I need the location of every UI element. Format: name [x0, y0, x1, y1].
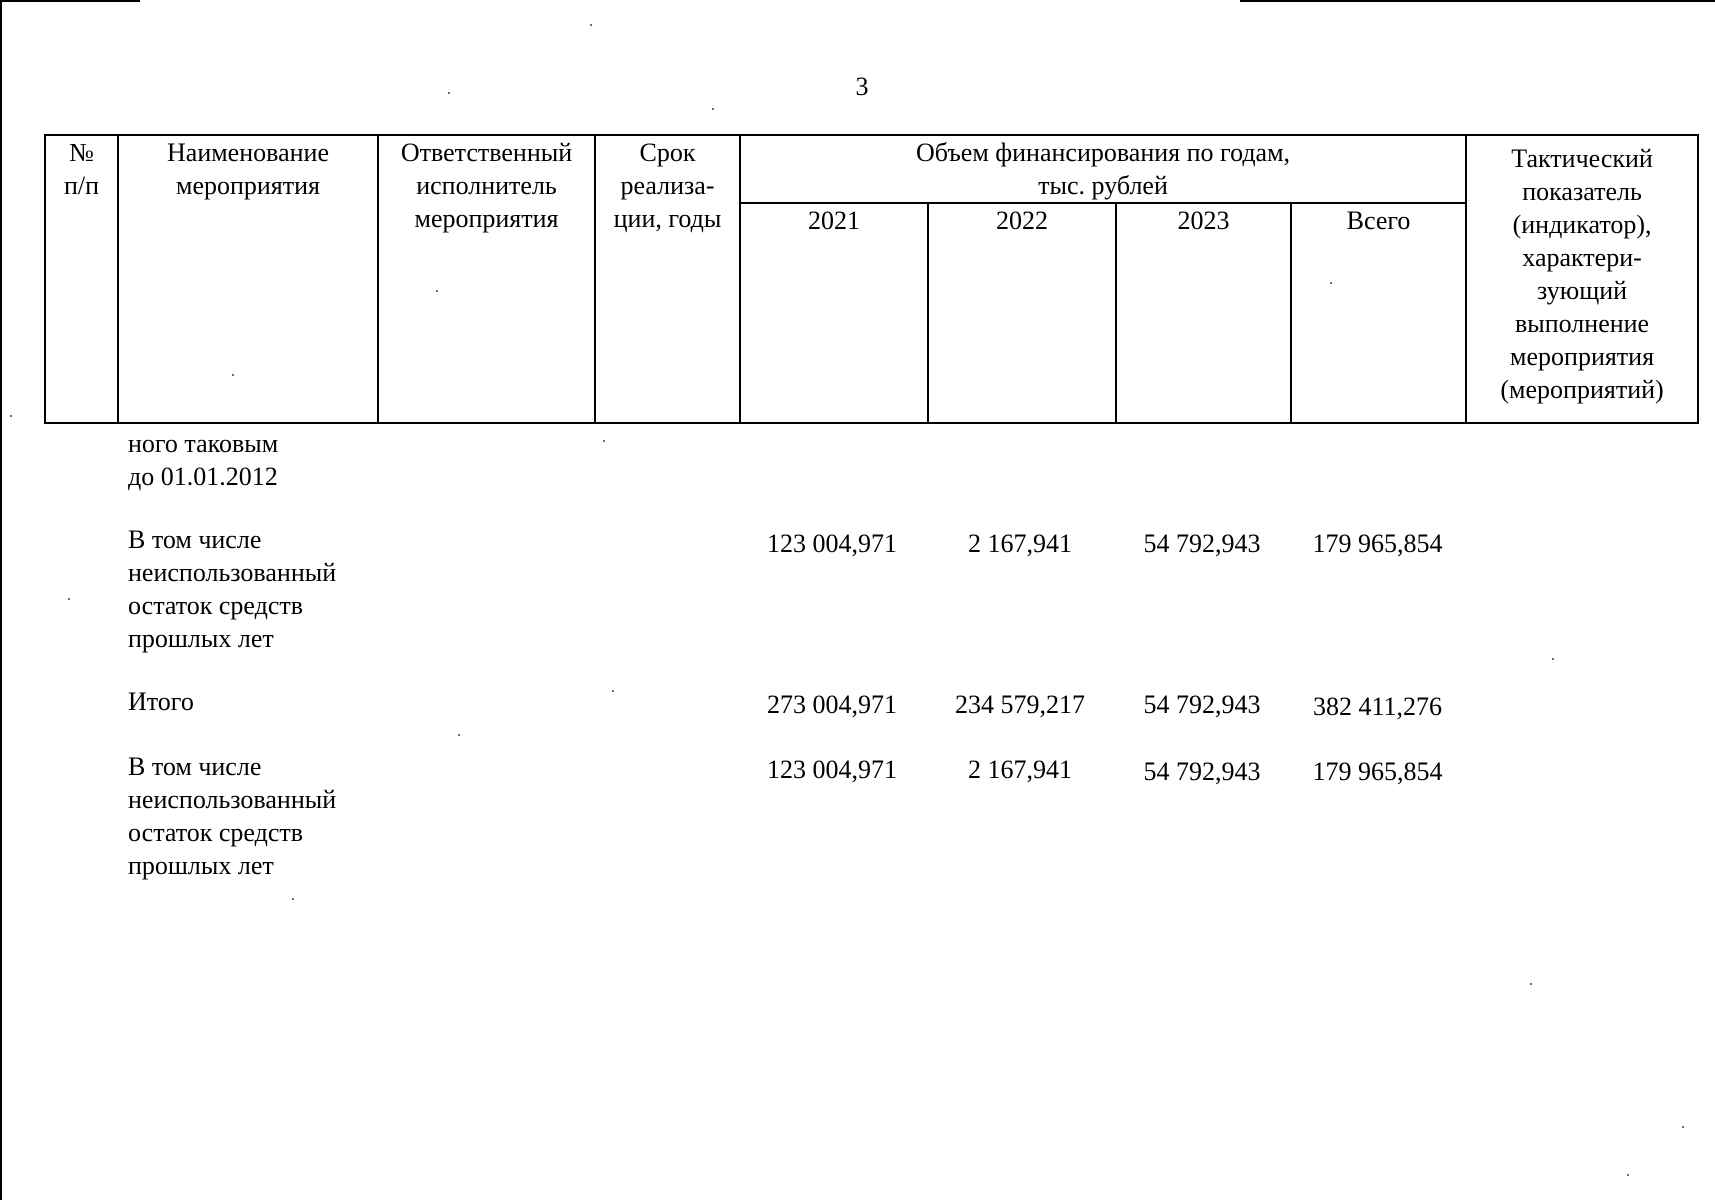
- scan-speck: [612, 690, 614, 692]
- header-year-2023: 2023: [1116, 203, 1291, 423]
- header-year-2022: 2022: [928, 203, 1116, 423]
- header-term: Срок реализа- ции, годы: [595, 135, 740, 423]
- scan-speck: [232, 374, 234, 376]
- header-activity-name: Наименование мероприятия: [118, 135, 378, 423]
- scan-speck: [1530, 983, 1532, 985]
- scan-speck: [1627, 1174, 1629, 1176]
- header-number: № п/п: [45, 135, 118, 423]
- scan-speck: [436, 290, 438, 292]
- row-4-2021: 123 004,971: [767, 755, 897, 784]
- row-4-name: В том числе неиспользованный остаток средств прошлых лет: [128, 752, 337, 880]
- row-2-total: 179 965,854: [1312, 529, 1443, 558]
- scan-speck: [1552, 658, 1554, 660]
- row-2-2021: 123 004,971: [767, 529, 897, 558]
- row-4-total: 179 965,854: [1312, 757, 1443, 786]
- row-3-total: 382 411,276: [1312, 692, 1443, 721]
- header-funding: Объем финансирования по годам, тыс. рублей: [740, 135, 1466, 203]
- header-year-2021: 2021: [740, 203, 928, 423]
- header-total: Всего: [1291, 203, 1466, 423]
- row-4-2022: 2 167,941: [968, 755, 1072, 784]
- row-4-2023: 54 792,943: [1143, 757, 1261, 786]
- scan-speck: [458, 734, 460, 736]
- row-2-name: В том числе неиспользованный остаток средств прошлых лет: [128, 525, 337, 653]
- scan-speck: [1330, 282, 1332, 284]
- header-indicator: Тактический показатель (индикатор), характери- зующий выполнение мероприятия (мероприятий): [1466, 135, 1698, 423]
- scan-speck: [10, 415, 12, 417]
- scan-speck: [292, 898, 294, 900]
- row-3-name: Итого: [128, 687, 194, 716]
- header-responsible: Ответственный исполнитель мероприятия: [378, 135, 595, 423]
- scan-speck: [603, 440, 605, 442]
- scan-speck: [712, 108, 714, 110]
- scan-speck: [68, 598, 70, 600]
- scan-speck: [1682, 1126, 1684, 1128]
- row-3-2022: 234 579,217: [955, 690, 1085, 719]
- row-2-2022: 2 167,941: [968, 529, 1072, 558]
- scan-speck: [590, 24, 592, 26]
- page-number: 3: [855, 72, 869, 101]
- row-2-2023: 54 792,943: [1143, 529, 1261, 558]
- row-3-2023: 54 792,943: [1143, 690, 1261, 719]
- scan-speck: [448, 92, 450, 94]
- row-1-name: ного таковым до 01.01.2012: [128, 429, 279, 491]
- row-3-2021: 273 004,971: [767, 690, 897, 719]
